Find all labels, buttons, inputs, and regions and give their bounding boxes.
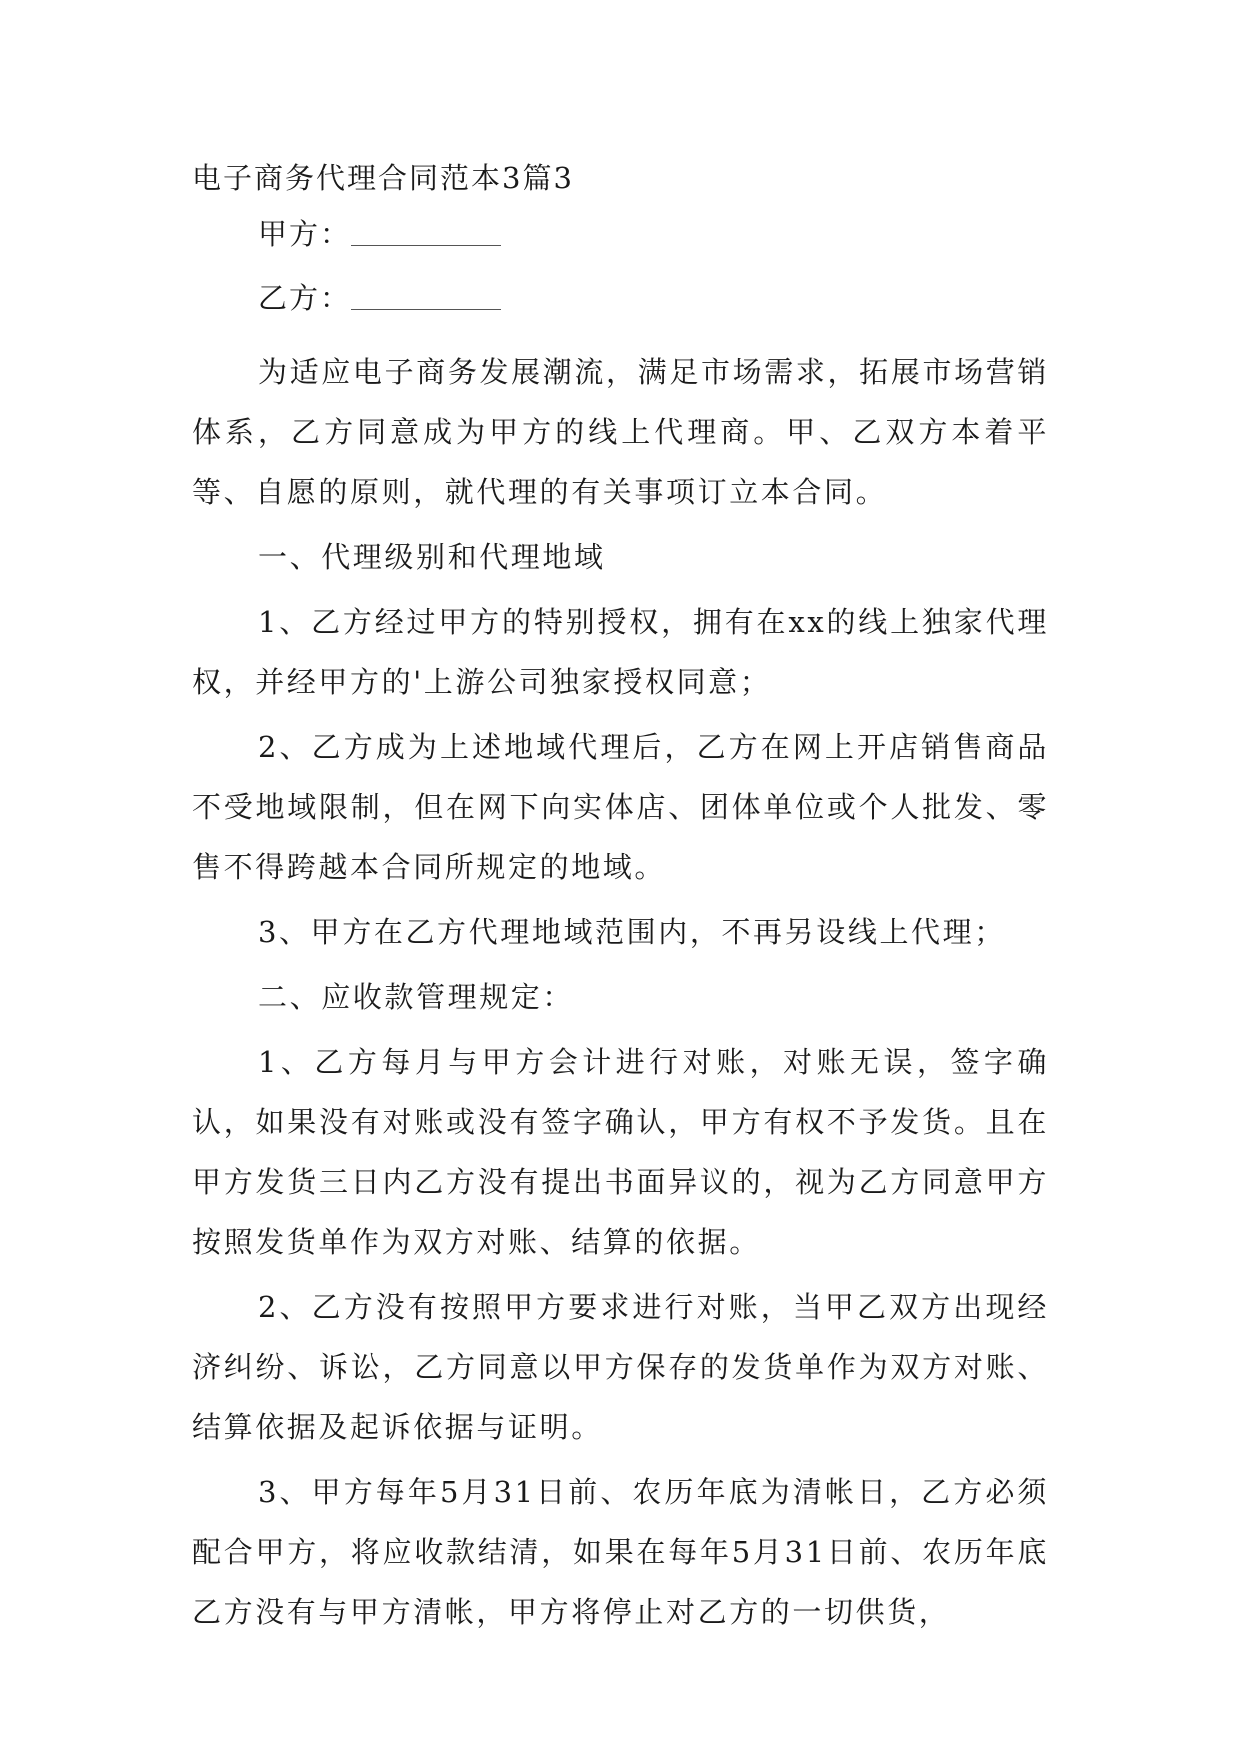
party-b-field [192,278,1049,318]
paragraph-intro: 为适应电子商务发展潮流，满足市场需求，拓展市场营销体系，乙方同意成为甲方的线上代理商。甲、乙双方本着平等、自愿的原则，就代理的有关事项订立本合同。 [192,355,1049,509]
section-heading-agency-level: 一、代理级别和代理地域 [258,540,606,574]
party-a-blank-line [351,221,501,246]
clause-1-1: 1、乙方经过甲方的特别授权，拥有在xx的线上独家代理权，并经甲方的'上游公司独家授权同意； [192,605,1049,699]
document-title: 电子商务代理合同范本3篇3 [192,161,574,195]
party-b-label: 乙方： [258,281,352,315]
clause-1-3: 3、甲方在乙方代理地域范围内，不再另设线上代理； [258,915,1006,949]
clause-1-2: 2、乙方成为上述地域代理后，乙方在网上开店销售商品不受地域限制，但在网下向实体店、团体单位或个人批发、零售不得跨越本合同所规定的地域。 [192,730,1049,884]
party-a-field [192,214,1049,254]
clause-2-1: 1、乙方每月与甲方会计进行对账，对账无误，签字确认，如果没有对账或没有签字确认，甲方有权不予发货。且在甲方发货三日内乙方没有提出书面异议的，视为乙方同意甲方按照发货单作为双方对账、结算的依据。 [192,1045,1049,1259]
clause-2-3: 3、甲方每年5月31日前、农历年底为清帐日，乙方必须配合甲方，将应收款结清，如果在每年5月31日前、农历年底乙方没有与甲方清帐，甲方将停止对乙方的一切供货， [192,1475,1049,1629]
document-body [192,158,1049,1647]
party-b-blank-line [351,285,501,310]
party-a-label: 甲方： [258,217,352,251]
clause-2-2: 2、乙方没有按照甲方要求进行对账，当甲乙双方出现经济纠纷、诉讼，乙方同意以甲方保存的发货单作为双方对账、结算依据及起诉依据与证明。 [192,1290,1049,1444]
section-heading-receivables: 二、应收款管理规定： [258,980,575,1014]
